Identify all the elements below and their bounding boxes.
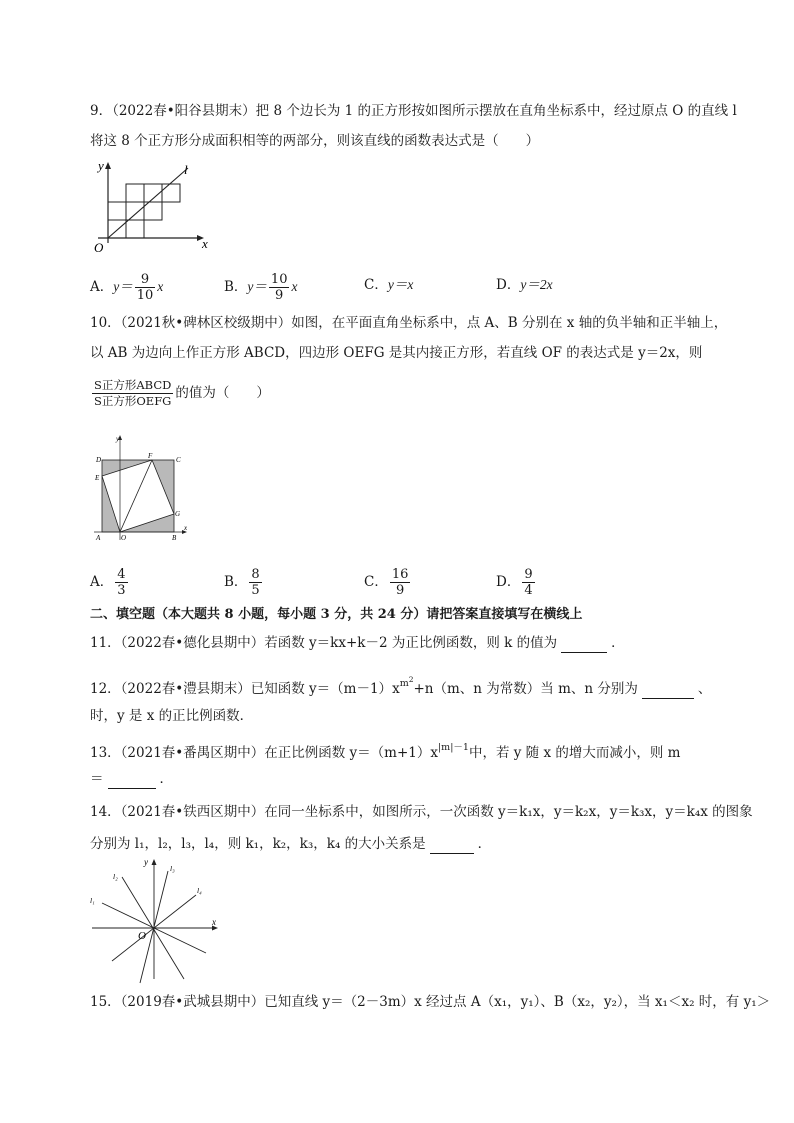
q10-label-B: B <box>172 534 177 542</box>
q14-label-O: O <box>138 930 146 942</box>
q9-squares <box>108 184 180 238</box>
q9-line-l <box>108 168 188 238</box>
q9-choice-c: C．y＝x <box>364 277 414 293</box>
q15-line1: 15．（2019春•武城县期中）已知直线 y＝（2－3m）x 经过点 A（x₁，y₁）、B（x₂，y₂），当 x₁＜x₂ 时，有 y₁＞ <box>90 994 771 1010</box>
q12-line1: 12．（2022春•澧县期末）已知函数 $y=(m-1)x^{m^2}+n(m$、n 为常数）当 m、n 分别为 、 <box>90 675 712 697</box>
q13-line1: 13．（2021春•番禺区期中）在正比例函数 $y=(m+1)x^{|m|-1}$中，若 y 随 x 的增大而减小，则 m <box>90 742 681 761</box>
q10-choice-c: C． $\frac{16}{9}$ <box>364 567 409 598</box>
q9-label-l: l <box>184 162 188 177</box>
q10-label-D: D <box>96 456 102 464</box>
q10-line2: 以 AB 为边向上作正方形 ABCD，四边形 OEFG 是其内接正方形，若直线 OF 的表达式是 y＝2x，则 <box>90 345 703 361</box>
q10-figure <box>88 432 198 542</box>
q9-choice-b: B．y＝ $\frac{10}{9}$ x <box>224 272 298 303</box>
q14-line1: 14．（2021春•铁西区期中）在同一坐标系中，如图所示，一次函数 y＝k₁x，y＝k₂x，y＝k₃x，y＝k₄x 的图象 <box>90 804 753 820</box>
q12-answer-blank <box>642 678 694 699</box>
q14-label-x: x <box>212 917 216 927</box>
q10-choice-b: B． $\frac{8}{5}$ <box>224 567 260 598</box>
q14-y-arrow <box>152 859 157 865</box>
q10-ratio-fraction: $\frac{\text{S正方形ABCD}}{\text{S正方形OEFG}}$ <box>94 378 172 408</box>
q14-answer-blank <box>430 833 474 854</box>
q10-label-x: x <box>184 524 188 532</box>
section-2-heading: 二、填空题（本大题共 8 小题，每小题 3 分，共 24 分）请把答案直接填写在横线上 <box>90 607 583 622</box>
q11-line: 11．（2022春•德化县期中）若函数 y＝kx+k－2 为正比例函数，则 k 的值为 ． <box>90 632 625 653</box>
q10-label-G: G <box>175 510 181 518</box>
q10-choice-a: A． $\frac{4}{3}$ <box>90 567 126 598</box>
q9-line2: 将这 8 个正方形分成面积相等的两部分，则该直线的函数表达式是（ ） <box>90 133 540 149</box>
q9-figure <box>88 158 218 258</box>
q10-label-A: A <box>96 534 101 542</box>
q14-figure <box>88 855 223 985</box>
q14-label-l4: l₄ <box>197 886 202 895</box>
q10-label-O: O <box>121 534 127 542</box>
q9-choice-a: A．y＝ $\frac{9}{10}$ x <box>90 272 164 303</box>
q9-label-y: y <box>98 158 104 173</box>
q10-label-y: y <box>116 435 120 443</box>
q13-line2: ＝ ． <box>90 768 173 789</box>
q9-label-x: x <box>202 236 208 251</box>
q10-label-F: F <box>148 452 153 460</box>
q14-label-l2: l₂ <box>113 872 118 881</box>
q13-answer-blank <box>108 768 156 789</box>
q9-label-O: O <box>94 240 104 255</box>
q10-choice-d: D． $\frac{9}{4}$ <box>496 567 533 598</box>
q9-line1: 9．（2022春•阳谷县期末）把 8 个边长为 1 的正方形按如图所示摆放在直角坐标系中，经过原点 O 的直线 l <box>90 103 737 119</box>
q9-y-arrow <box>105 162 111 169</box>
q10-label-C: C <box>176 456 181 464</box>
q12-line2: 时，y 是 x 的正比例函数． <box>90 708 254 724</box>
q11-answer-blank <box>561 632 607 653</box>
q9-choice-d: D．y＝2x <box>496 277 553 293</box>
q14-label-y: y <box>144 857 148 867</box>
q10-line3: $\frac{\text{S正方形ABCD}}{\text{S正方形OEFG}}$ 的值为（ ） <box>94 378 270 408</box>
q14-line2: 分别为 l₁，l₂，l₃，l₄，则 k₁，k₂，k₃，k₄ 的大小关系是 ． <box>90 833 491 854</box>
q10-label-E: E <box>95 474 100 482</box>
q14-label-l1: l₁ <box>90 896 95 905</box>
q10-line1: 10．（2021秋•碑林区校级期中）如图，在平面直角坐标系中，点 A、B 分别在 x 轴的负半轴和正半轴上， <box>90 315 728 331</box>
q14-label-l3: l₃ <box>170 864 175 873</box>
